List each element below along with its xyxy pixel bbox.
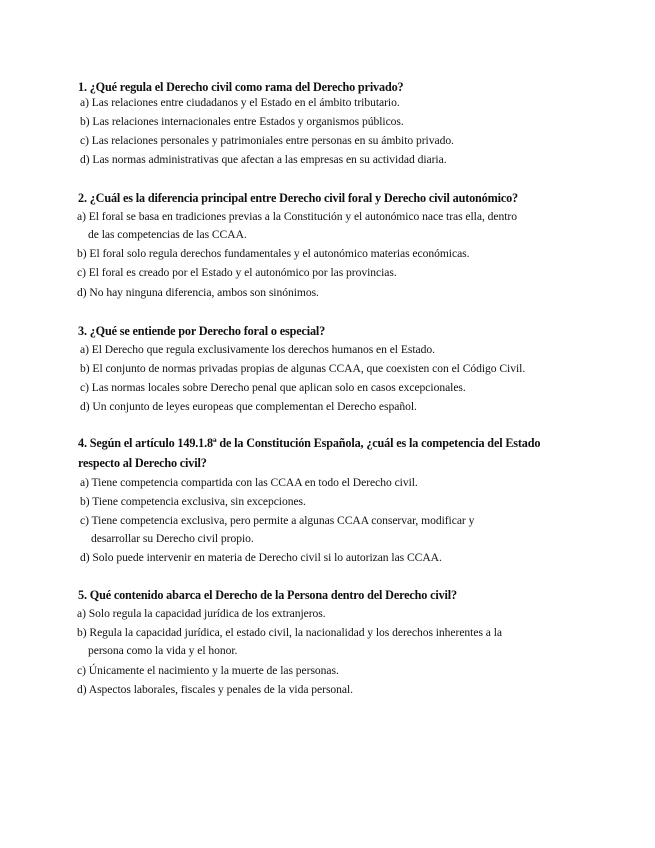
question-2-title: 2. ¿Cuál es la diferencia principal entre Derecho civil foral y Derecho civil autonómico? bbox=[78, 191, 519, 205]
question-4-title bbox=[78, 433, 623, 473]
question-1-option-b: b) Las relaciones internacionales entre Estados y organismos públicos. bbox=[80, 115, 404, 128]
question-4-title-line2: respecto al Derecho civil? bbox=[78, 456, 207, 470]
question-4-option-c-line2: desarrollar su Derecho civil propio. bbox=[91, 531, 254, 545]
question-4-option-c bbox=[80, 512, 580, 547]
question-1-option-c: c) Las relaciones personales y patrimoniales entre personas en su ámbito privado. bbox=[80, 134, 454, 147]
question-5-option-b-line1: b) Regula la capacidad jurídica, el estado civil, la nacionalidad y los derechos inherentes a la bbox=[77, 626, 502, 639]
question-5-title: 5. Qué contenido abarca el Derecho de la Persona dentro del Derecho civil? bbox=[78, 588, 457, 602]
question-4-title-line1: 4. Según el artículo 149.1.8ª de la Constitución Española, ¿cuál es la competencia del Estado bbox=[78, 436, 541, 450]
question-1-option-a: a) Las relaciones entre ciudadanos y el Estado en el ámbito tributario. bbox=[80, 96, 400, 109]
question-3-title: 3. ¿Qué se entiende por Derecho foral o especial? bbox=[78, 324, 326, 338]
question-3-option-d: d) Un conjunto de leyes europeas que complementan el Derecho español. bbox=[80, 400, 417, 413]
question-5-option-a: a) Solo regula la capacidad jurídica de los extranjeros. bbox=[77, 607, 326, 620]
question-4-option-a: a) Tiene competencia compartida con las CCAA en todo el Derecho civil. bbox=[80, 476, 418, 489]
question-5-option-d: d) Aspectos laborales, fiscales y penales de la vida personal. bbox=[77, 683, 354, 696]
question-2-option-c: c) El foral es creado por el Estado y el autonómico por las provincias. bbox=[77, 266, 397, 279]
question-2-option-d: d) No hay ninguna diferencia, ambos son sinónimos. bbox=[77, 286, 319, 299]
question-4-option-d: d) Solo puede intervenir en materia de Derecho civil si lo autorizan las CCAA. bbox=[80, 551, 442, 564]
question-2-option-a-line1: a) El foral se basa en tradiciones previas a la Constitución y el autonómico nace tras ella, dentro bbox=[77, 210, 517, 223]
question-5-option-b-line2: persona como la vida y el honor. bbox=[88, 643, 238, 657]
question-4-option-b: b) Tiene competencia exclusiva, sin excepciones. bbox=[80, 495, 306, 508]
question-2-option-b: b) El foral solo regula derechos fundamentales y el autonómico materias económicas. bbox=[77, 247, 470, 260]
question-2-option-a bbox=[77, 208, 577, 243]
question-3-option-b: b) El conjunto de normas privadas propias de algunas CCAA, que coexisten con el Código Civil. bbox=[80, 362, 526, 375]
question-5-option-c: c) Únicamente el nacimiento y la muerte de las personas. bbox=[77, 664, 339, 677]
question-4-option-c-line1: c) Tiene competencia exclusiva, pero permite a algunas CCAA conservar, modificar y bbox=[80, 514, 475, 527]
question-3-option-c: c) Las normas locales sobre Derecho penal que aplican solo en casos excepcionales. bbox=[80, 381, 466, 394]
question-2-option-a-line2: de las competencias de las CCAA. bbox=[88, 227, 247, 241]
question-1-title: 1. ¿Qué regula el Derecho civil como rama del Derecho privado? bbox=[78, 80, 404, 94]
question-5-option-b bbox=[77, 624, 577, 659]
question-1-option-d: d) Las normas administrativas que afectan a las empresas en su actividad diaria. bbox=[80, 153, 447, 166]
question-3-option-a: a) El Derecho que regula exclusivamente los derechos humanos en el Estado. bbox=[80, 343, 435, 356]
